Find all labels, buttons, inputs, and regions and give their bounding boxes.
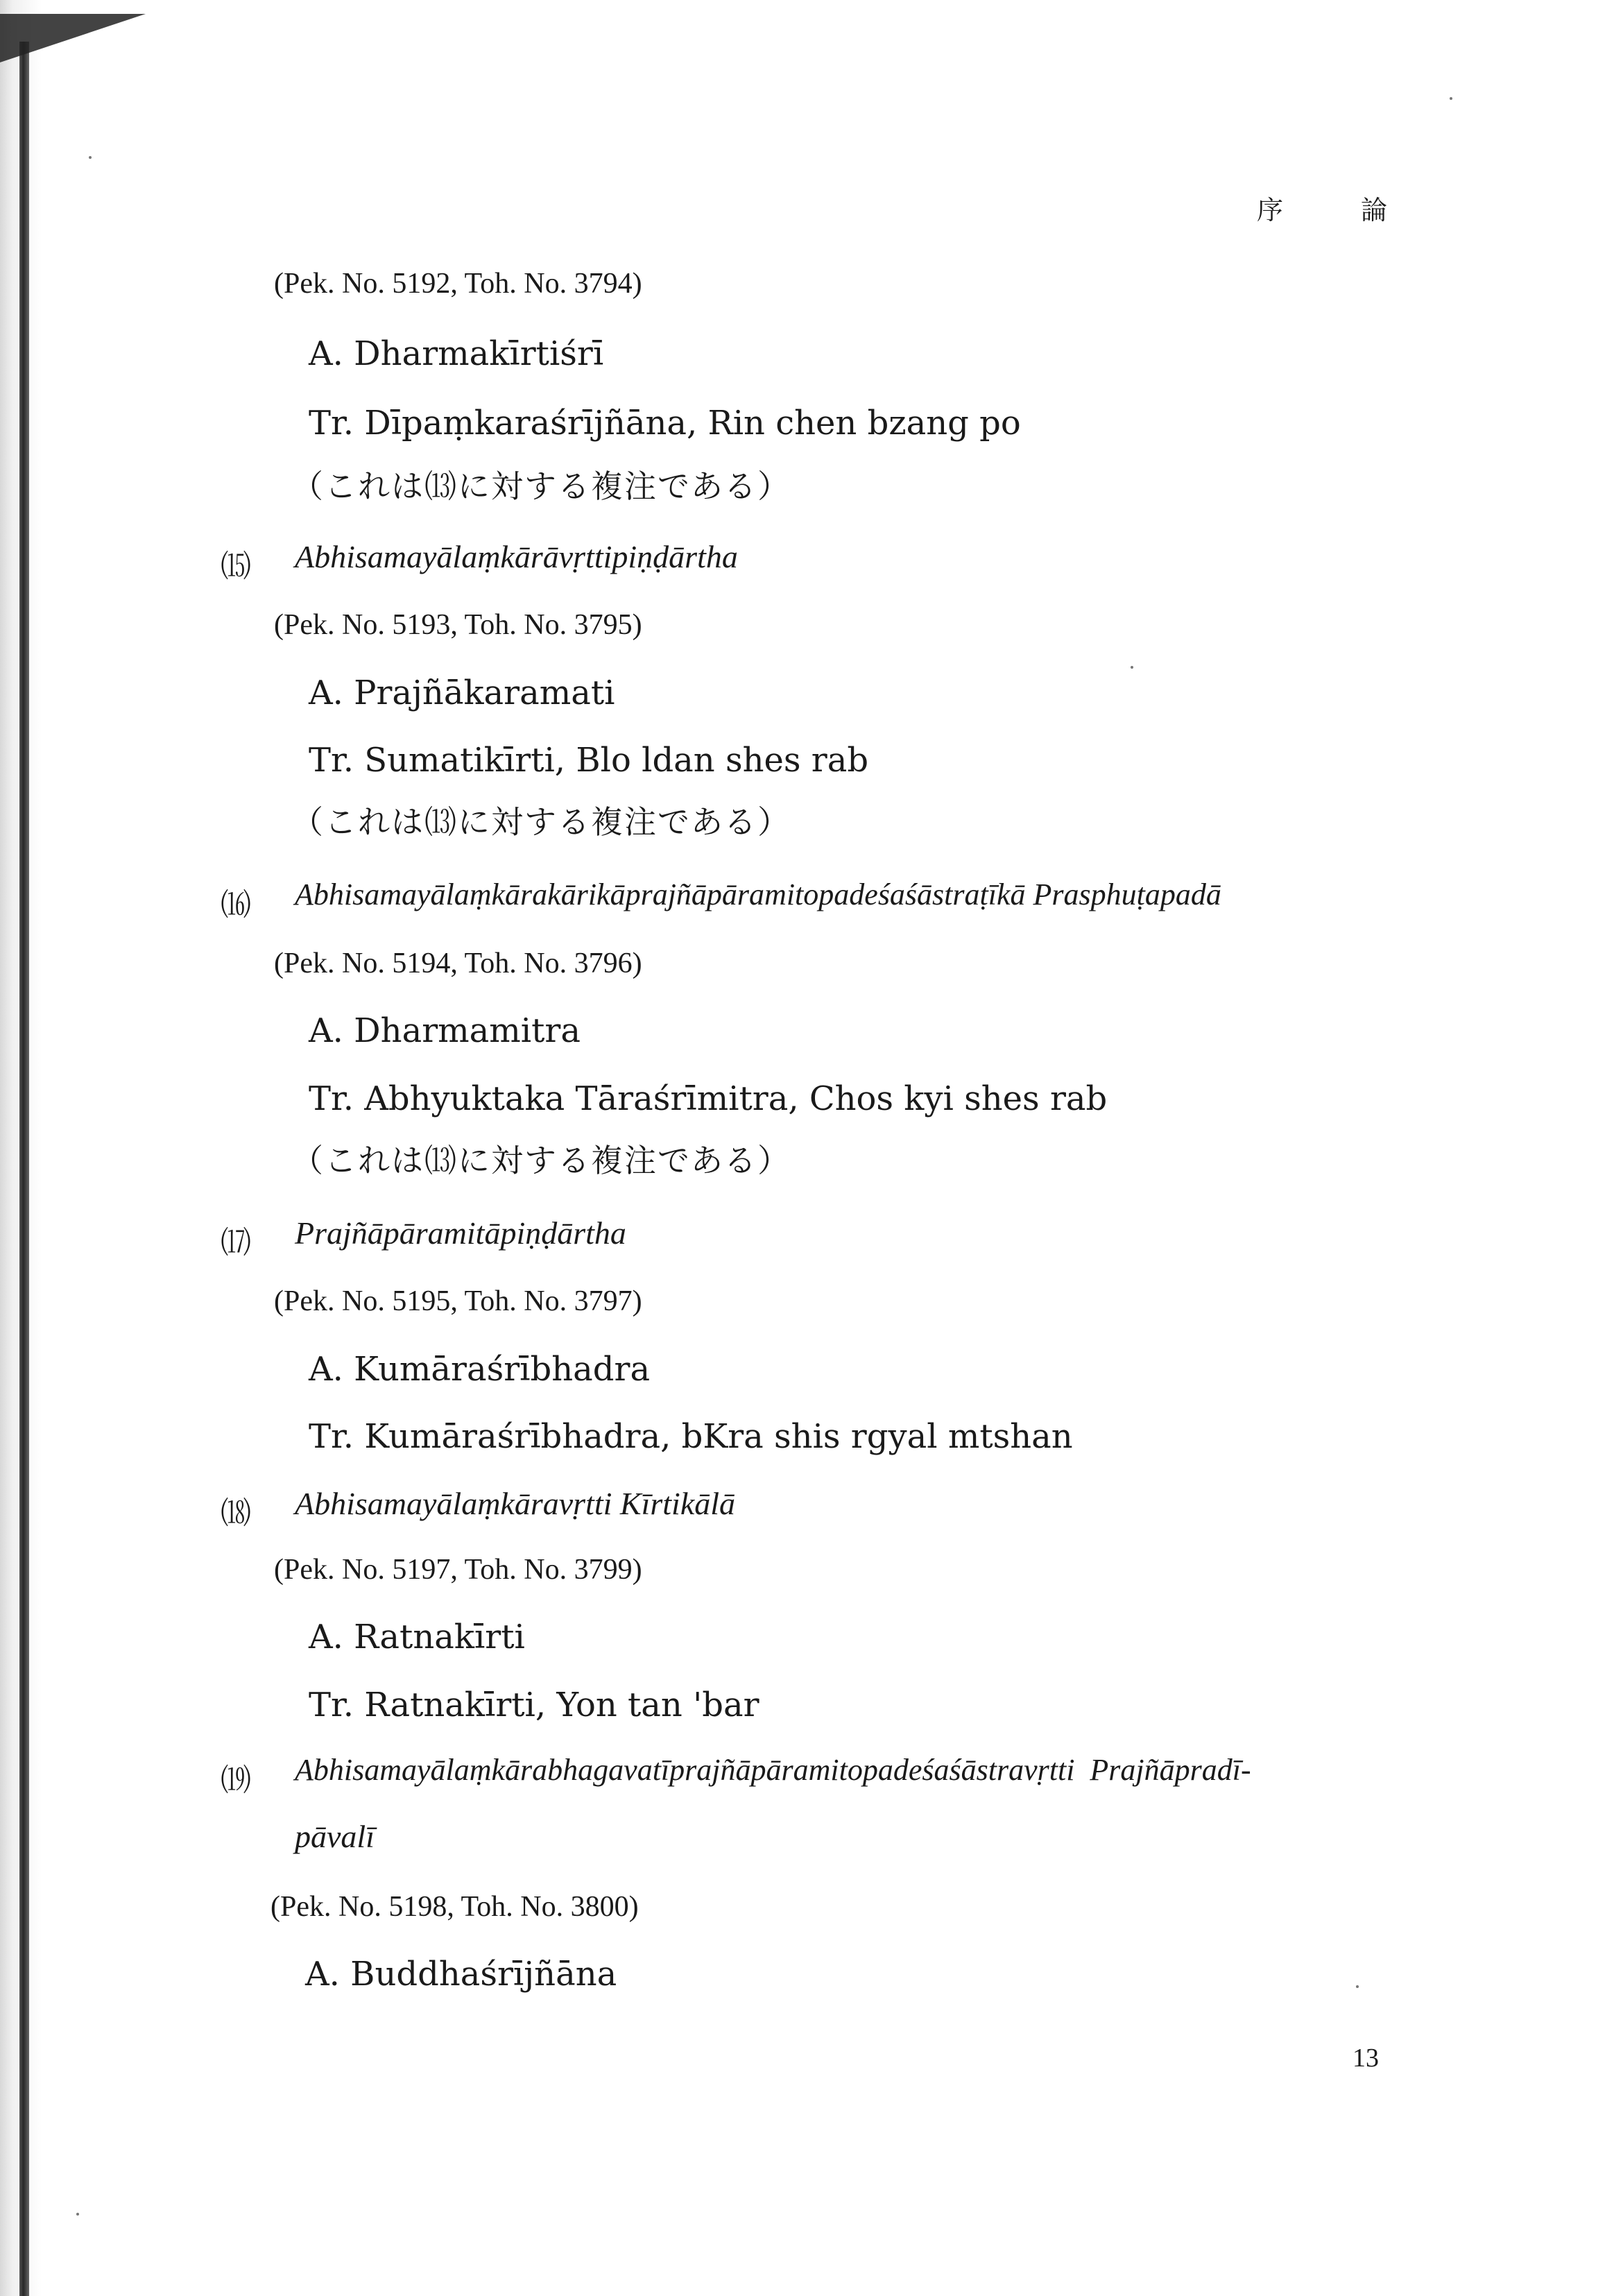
scan-speck (76, 2213, 79, 2216)
author-line: A. Buddhaśrījñāna (305, 1955, 617, 1994)
entry-title: Abhisamayālaṃkārakārikāprajñāpāramitopadeśaśāstraṭīkā Prasphuṭapadā (295, 877, 1221, 911)
catalog-reference: (Pek. No. 5195, Toh. No. 3797) (274, 1285, 642, 1317)
catalog-reference: (Pek. No. 5197, Toh. No. 3799) (274, 1554, 642, 1586)
catalog-reference: (Pek. No. 5192, Toh. No. 3794) (274, 268, 642, 300)
entry-number: ⒃ (221, 888, 250, 922)
binding-corner (0, 14, 146, 62)
author-line: A. Dharmakīrtiśrī (309, 334, 604, 373)
running-header (1242, 189, 1408, 230)
scan-speck (1131, 666, 1133, 669)
entry-number: ⒅ (221, 1496, 250, 1530)
translator-line: Tr. Dīpaṃkaraśrījñāna, Rin chen bzang po (309, 404, 1021, 443)
page-number: 13 (1352, 2044, 1379, 2073)
entry-number: ⒆ (221, 1763, 250, 1797)
author-line: A. Ratnakīrti (309, 1618, 525, 1656)
author-line: A. Kumāraśrībhadra (309, 1350, 651, 1389)
commentary-note: （これは⒀に対する複注である） (291, 468, 791, 505)
header-char: 序 (1257, 195, 1284, 225)
author-line: A. Dharmamitra (309, 1011, 581, 1050)
translator-line: Tr. Sumatikīrti, Blo ldan shes rab (309, 741, 869, 780)
translator-line: Tr. Kumāraśrībhadra, bKra shis rgyal mtshan (309, 1417, 1073, 1456)
catalog-reference: (Pek. No. 5193, Toh. No. 3795) (274, 609, 642, 641)
commentary-note: （これは⒀に対する複注である） (291, 803, 791, 841)
commentary-note: （これは⒀に対する複注である） (291, 1142, 791, 1179)
entry-title: Prajñāpāramitāpiṇḍārtha (295, 1215, 626, 1251)
entry-number: ⒄ (221, 1226, 250, 1260)
scan-speck (89, 156, 92, 159)
translator-line: Tr. Ratnakīrti, Yon tan 'bar (309, 1686, 759, 1724)
header-char: 論 (1361, 195, 1388, 225)
catalog-reference: (Pek. No. 5198, Toh. No. 3800) (270, 1891, 639, 1923)
binding-edge (19, 42, 29, 2296)
entry-title: Abhisamayālaṃkāravṛtti Kīrtikālā (295, 1486, 736, 1521)
scan-speck (1450, 97, 1452, 100)
author-line: A. Prajñākaramati (309, 674, 615, 712)
entry-number: ⒂ (221, 549, 250, 583)
entry-title-continuation: pāvalī (295, 1819, 375, 1854)
translator-line: Tr. Abhyuktaka Tāraśrīmitra, Chos kyi shes rab (309, 1079, 1108, 1118)
catalog-reference: (Pek. No. 5194, Toh. No. 3796) (274, 948, 642, 979)
entry-title: Abhisamayālaṃkārabhagavatīprajñāpāramitopadeśaśāstravṛtti Prajñāpradī- (295, 1753, 1251, 1787)
scan-speck (1356, 1985, 1359, 1988)
entry-title: Abhisamayālaṃkārāvṛttipiṇḍārtha (295, 539, 738, 574)
